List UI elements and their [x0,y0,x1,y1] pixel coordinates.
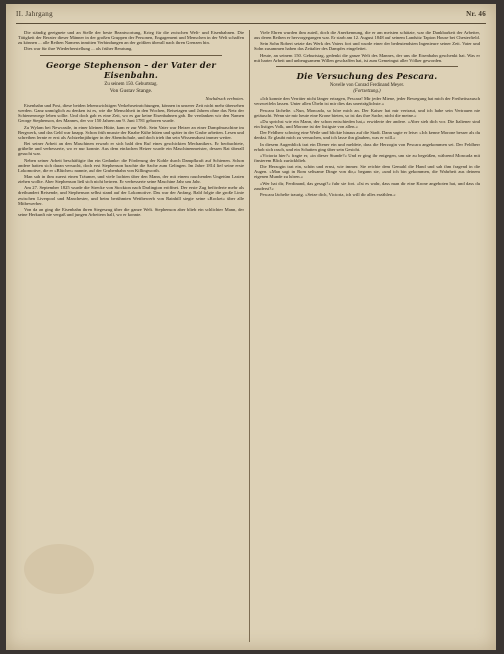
body-paragraph: Neben seiner Arbeit beschäftigte ihn ein Gedanke: die Förderung der Kohle durch Dampfkraft auf Schienen. Schon andere hatten sich daran versucht, doch erst Stephenson brachte die Sache zum Gelingen. Im Jahre 1814 lief seine erste Lokomotive, die er »Blücher« nannte, auf der Grubenbahn von Killingworth. [18,157,244,173]
story-byline: Novelle von Conrad Ferdinand Meyer. [329,82,405,88]
header-left: II. Jahrgang [16,10,53,18]
body-paragraph: Viele Ehren wurden ihm zuteil, doch die Anerkennung, die er am meisten schätzte, war die Dankbarkeit der Arbeiter, aus deren Reihen er hervorgegangen war. Er starb am 12. August 1848 auf seinem Landsitz Tapton House bei Chesterfield. [254,30,480,41]
story-paragraph: »Wer hat dir, Ferdinand, das gesagt?« fuhr sie fort. »Ist es wahr, dass man dir eine Krone angeboten hat, und dass du zauderst?« [254,180,480,191]
page-header [16,10,486,22]
rights-note: Nachdruck verboten. [205,95,244,101]
story-paragraph: »Du sprichst wie ein Mann, der schon entschieden hat,« erwiderte der andere. »Aber sieh dich vor. Die Italiener sind ein listiges Volk, und Morone ist der listigste von allen.« [254,118,480,130]
body-paragraph: Am 27. September 1825 wurde die Strecke von Stockton nach Darlington eröffnet. Der erste Zug beförderte mehr als dreihundert Reisende, und Stephenson selbst stand auf der Lokomotive. Das war der Anfang. Bald folgte die große Linie zwischen Liverpool und Manchester, und beim berühmten Wettbewerb von Rainhill siegte seine »Rocket« über alle Mitbewerber. [18,185,244,206]
section-rule [40,55,222,56]
intro-paragraph-2: Dies war für ihre Wiederherstellung ... als früher Beratung. [24,46,133,52]
body-paragraph: Sein Sohn Robert setzte das Werk des Vaters fort und wurde einer der bedeutendsten Ingenieure seiner Zeit. Vater und Sohn zusammen haben das Zeitalter des Dampfes eingeleitet. [254,41,480,52]
article-author: Von Gustav Stange. [109,87,153,94]
story-paragraph: Der Feldherr schwieg eine Weile und blickte hinaus auf die Stadt. Dann sagte er leise: »Ich kenne Morone besser als du denkst. Er glaubt mich zu versuchen, und ich lasse ihn glauben, was er will.« [254,130,480,141]
column-divider [249,30,250,642]
right-column [254,30,480,642]
story-continuation: (Fortsetzung.) [353,89,381,95]
story-title: Die Versuchung des Pescara. [296,70,438,81]
story-paragraph: In diesem Augenblick trat ein Diener ein und meldete, dass die Herzogin von Pescara angekommen sei. Der Feldherr erhob sich rasch, und ein Schatten ging über sein Gesicht. [254,141,480,152]
story-paragraph: Die Herzogin trat ein, schön und ernst, wie immer. Sie reichte dem Gemahl die Hand und sah ihm fragend in die Augen. »Man sagt in Rom seltsame Dinge von dir,« begann sie, »und ich bin gekommen, die Wahrheit aus deinem eigenen Munde zu hören.« [254,164,480,180]
story-paragraph: »Victoria hier?« fragte er, »in dieser Stunde?« Und er ging ihr entgegen, um sie zu begrüßen, während Moncada mit finsterem Blick zurückblieb. [254,152,480,163]
article-title: George Stephenson – der Vater der Eisenbahn. [46,59,216,80]
intro-paragraph-1: Die ständig geeignete und an Stelle der beste Beantwortung, Krieg für die zwischen Welt- und Eisenbahnen. Die Tätigkeit der Berater dieser Männer in der großen Gruppen der Personen, Engagement und Menschen in der Welt schaffen zu können ... alle Reihen Namens inmitten Verbindungen an der größten überall nach ihren Grenzen hin. [18,30,244,46]
story-paragraph: Pescara lächelte traurig. »Setze dich, Victoria, ich will dir alles erzählen.« [260,191,396,197]
header-rule [16,23,486,24]
section-rule [276,66,458,67]
story-paragraph: »Ich konnte den Verräter nicht länger ertragen, Pescara! Mir jeder Miene, jeder Bewegung hat mich der Freiheitsrausch verzweifeln lassen. Unter allen Übeln ist mir dies das unerträglichste.« [254,96,480,107]
body-paragraph: Heute, an seinem 150. Geburtstag, gedenkt die ganze Welt des Mannes, der uns die Eisenbahn geschenkt hat. Was er mit harter Arbeit und unbeugsamem Willen geschaffen hat, ist zum Gemeingut aller Völker geworden. [254,52,480,63]
body-paragraph: Man sah in ihm zuerst einen Träumer, und viele lachten über den Mann, der mit einem rauchenden Ungetüm Lasten ziehen wollte. Aber Stephenson ließ sich nicht beirren. Er verbesserte seine Maschine Jahr um Jahr. [18,173,244,185]
article-subtitle: Zu seinem 150. Geburtstag. [104,81,158,87]
header-right: Nr. 46 [466,10,486,18]
body-paragraph: Von da an ging die Eisenbahn ihren Siegeszug über die ganze Welt. Stephenson aber blieb ein schlichter Mann, der seine Herkunft nie vergaß und jungen Arbeitern half, wo er konnte. [18,206,244,218]
body-paragraph: Eisenbahn und Post, diese beiden lebenswichtigen Verkehrseinrichtungen, können in unserer Zeit nicht mehr übersehen werden. Ganz unmöglich zu denken ist es, wie die Menschheit in den Wochen, Reisetagen und Jahren ohne das Netz der Schienenwege leben sollte. Und doch gab es eine Zeit, wo es gar keine Eisenbahnen gab. Ihr verdanken wir den Namen George Stephenson, des Mannes, der vor 150 Jahren am 9. Juni 1781 geboren wurde. [18,102,244,124]
story-paragraph: Pescara lächelte. »Nun, Moncada, so höre mich an. Der Kaiser hat mir vertraut, und ich habe sein Vertrauen nie getäuscht. Wenn sie mir heute eine Krone bieten, so ist das ihre Sache, nicht die meine.« [254,107,480,118]
newspaper-page [6,4,496,650]
body-paragraph: Zu Wylam bei Newcastle, in einer kleinen Hütte, kam er zur Welt. Sein Vater war Heizer an einer Dampfmaschine im Bergwerk, und das Geld war knapp. Schon früh musste der Knabe Kühe hüten und später in der Grube arbeiten. Lesen und schreiben lernte er erst als Achtzehnjähriger in der Abendschule, und doch trieb ihn sein Wissensdurst immer weiter. [18,124,244,140]
body-paragraph: Bei seiner Arbeit an den Maschinen erwarb er sich bald den Ruf eines geschickten Mechanikers. Er beobachtete, grübelte und verbesserte, wo er nur konnte. Aus dem einfachen Heizer wurde ein Maschinenmeister, dessen Rat überall gesucht war. [18,141,244,157]
left-column [18,30,244,642]
